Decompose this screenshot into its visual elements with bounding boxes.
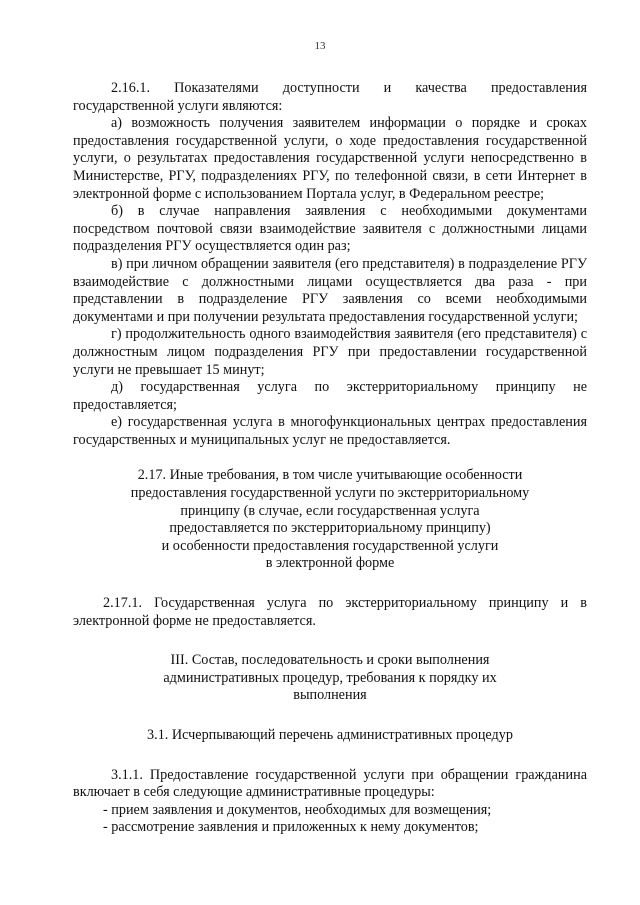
heading-line: 2.17. Иные требования, в том числе учитывающие особенности [137, 467, 523, 484]
heading-line: и особенности предоставления государственной услуги [161, 537, 499, 554]
paragraph-3-1-1: 3.1.1. Предоставление государственной услуги при обращении гражданина включает в себя следующие административные процедуры: [73, 766, 587, 801]
section-heading-III [73, 652, 587, 705]
paragraph-2-16-1-b: б) в случае направления заявления с необходимыми документами посредством почтовой связи взаимодействие заявителя с должностными лицами подразделения РГУ осуществляется один раз; [73, 203, 587, 255]
paragraph-2-16-1-e: е) государственная услуга в многофункциональных центрах предоставления государственных и муниципальных услуг не предоставляется. [73, 414, 587, 448]
heading-line: выполнения [293, 687, 367, 704]
heading-line: III. Состав, последовательность и сроки выполнения [170, 652, 490, 669]
paragraph-2-16-1-a: а) возможность получения заявителем информации о порядке и сроках предоставления государственной услуги, о ходе предоставления государственной услуги, о результатах предоставления государственной услуги непосредственно в Министерстве, РГУ, подразделениях РГУ, по телефонной связи, в сети Интернет в электронной форме с использованием Портала услуг, в Федеральном реестре; [73, 115, 587, 202]
paragraph-2-16-1-d: д) государственная услуга по экстерриториальному принципу не предоставляется; [73, 379, 587, 413]
heading-line: административных процедур, требования к порядку их [163, 669, 497, 686]
paragraph-2-16-1-v: в) при личном обращении заявителя (его представителя) в подразделение РГУ взаимодействие с должностными лицами осуществляется два раза - при представлении в подразделение РГУ заявления со всеми необходимыми документами и при получении результата предоставления государственной услуги; [73, 255, 587, 325]
procedure-list-item: - рассмотрение заявления и приложенных к нему документов; [103, 819, 479, 836]
heading-line: принципу (в случае, если государственная услуга [180, 502, 480, 519]
heading-line: в электронной форме [265, 555, 395, 572]
section-heading-2-17 [73, 467, 587, 573]
paragraph-2-16-1-g: г) продолжительность одного взаимодействия заявителя (его представителя) с должностным лицом подразделения РГУ при предоставлении государственной услуги не превышает 15 минут; [73, 326, 587, 378]
heading-line: предоставляется по экстерриториальному принципу) [169, 520, 491, 537]
document-body [73, 80, 587, 837]
page-number: 13 [314, 40, 326, 52]
section-heading-3-1: 3.1. Исчерпывающий перечень административных процедур [147, 727, 513, 743]
paragraph-2-17-1: 2.17.1. Государственная услуга по экстерриториальному принципу и в электронной форме не предоставляется. [73, 595, 587, 629]
paragraph-2-16-1: 2.16.1. Показателями доступности и качества предоставления государственной услуги являются: [73, 80, 587, 114]
procedure-list-item: - прием заявления и документов, необходимых для возмещения; [103, 801, 492, 818]
heading-line: предоставления государственной услуги по экстерриториальному [130, 485, 530, 502]
